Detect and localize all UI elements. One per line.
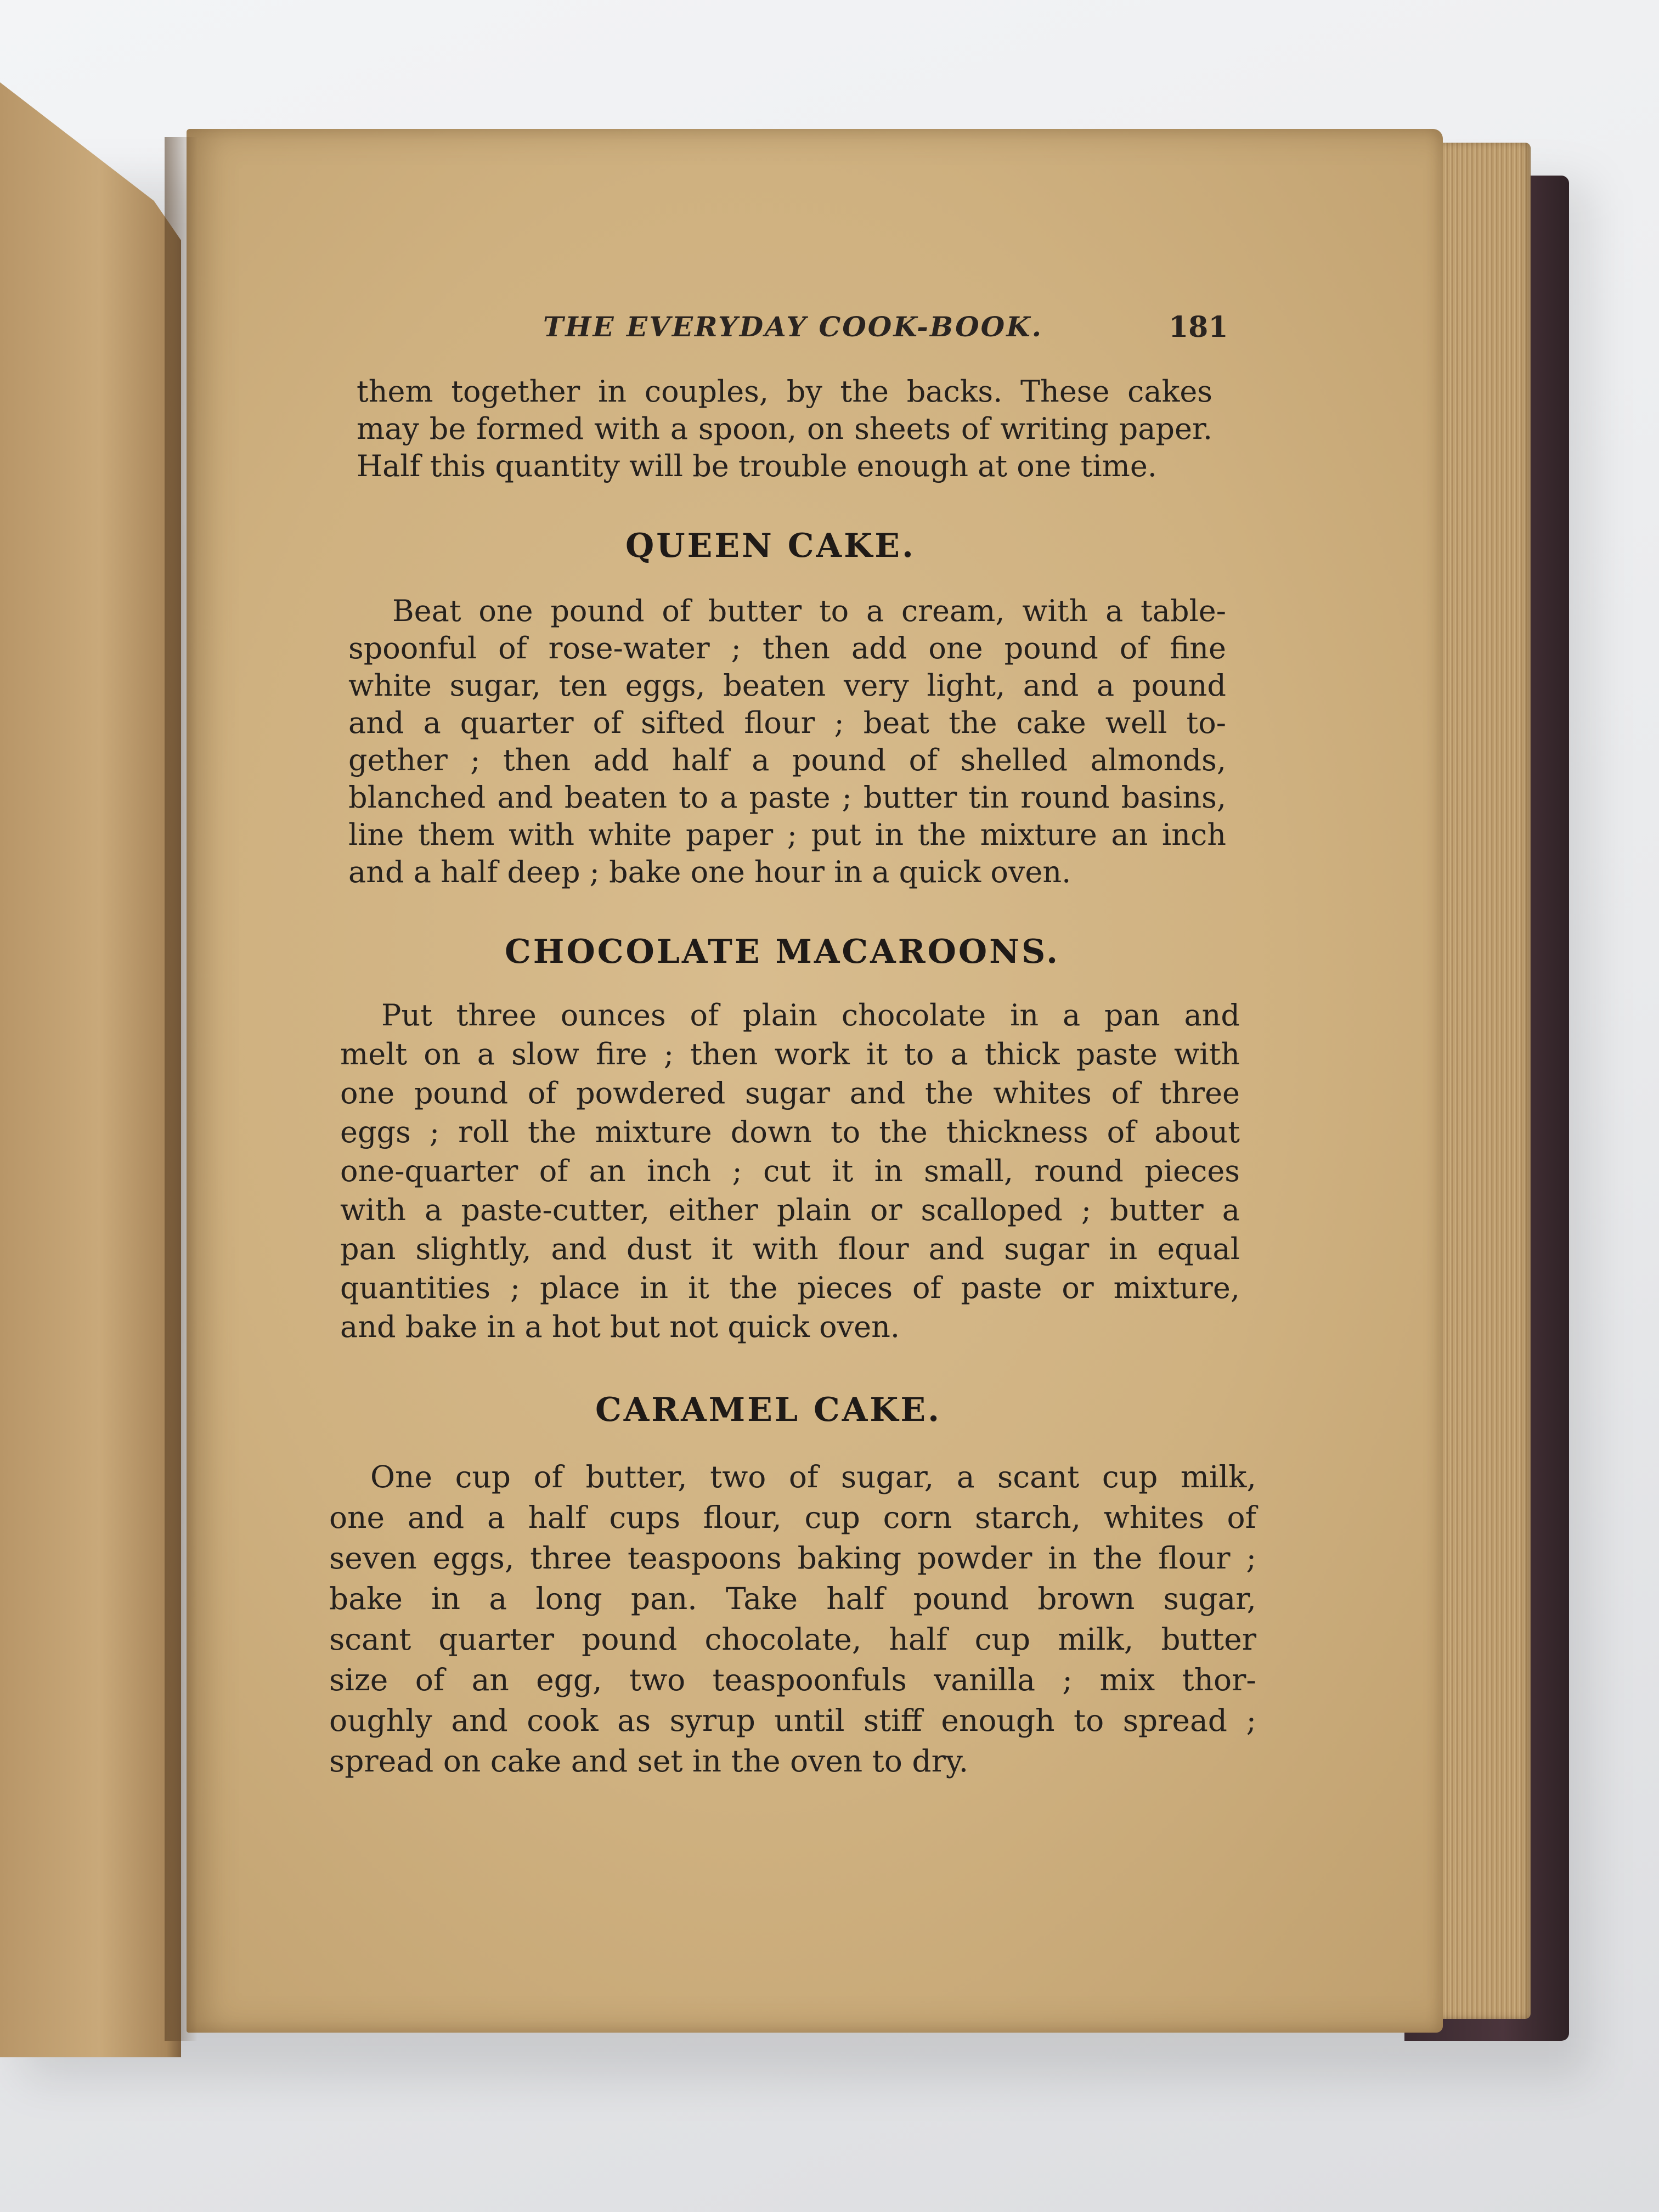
text-line: Half this quantity will be trouble enough at one time. [357,449,1157,483]
text-line: may be formed with a spoon, on sheets of writing paper. [357,411,1212,446]
recipe-body-chocolate-macaroons [340,996,1240,1346]
recipe-body-queen-cake [348,592,1226,891]
text-line: and a half deep ; bake one hour in a quick oven. [348,855,1071,889]
text-line: one pound of powdered sugar and the whites of three [340,1076,1240,1110]
recipe-title-caramel-cake: CARAMEL CAKE. [595,1391,942,1429]
recipe-title-queen-cake: QUEEN CAKE. [625,527,916,565]
text-line: Beat one pound of butter to a cream, with a table- [392,594,1226,628]
text-line: melt on a slow fire ; then work it to a thick paste with [340,1037,1240,1071]
text-line: seven eggs, three teaspoons baking powder in the flour ; [329,1541,1256,1576]
text-line: spread on cake and set in the oven to dry. [329,1743,969,1779]
text-line: white sugar, ten eggs, beaten very light, and a pound [348,668,1226,703]
text-line: eggs ; roll the mixture down to the thickness of about [340,1115,1240,1149]
text-line: blanched and beaten to a paste ; butter tin round basins, [348,780,1226,815]
text-line: Put three ounces of plain chocolate in a pan and [381,998,1240,1032]
recipe-body-caramel-cake [329,1457,1256,1781]
text-line: oughly and cook as syrup until stiff enough to spread ; [329,1703,1256,1738]
recipe-title-chocolate-macaroons: CHOCOLATE MACAROONS. [505,933,1060,971]
text-line: one and a half cups flour, cup corn starch, whites of [329,1500,1256,1535]
left-page [0,82,181,2057]
text-line: size of an egg, two teaspoonfuls vanilla ; mix thor- [329,1662,1256,1697]
text-line: bake in a long pan. Take half pound brown sugar, [329,1581,1256,1616]
text-line: with a paste-cutter, either plain or scalloped ; butter a [340,1193,1240,1227]
text-line: them together in couples, by the backs. These cakes [357,374,1212,409]
text-line: pan slightly, and dust it with flour and sugar in equal [340,1232,1240,1266]
text-line: scant quarter pound chocolate, half cup milk, butter [329,1622,1256,1657]
text-line: quantities ; place in it the pieces of paste or mixture, [340,1271,1240,1305]
text-line: One cup of butter, two of sugar, a scant cup milk, [370,1459,1256,1494]
text-line: and a quarter of sifted flour ; beat the cake well to- [348,706,1226,740]
text-line: gether ; then add half a pound of shelled almonds, [348,743,1226,777]
text-line: line them with white paper ; put in the mixture an inch [348,817,1226,852]
text-line: spoonful of rose-water ; then add one pound of fine [348,631,1226,665]
page-number: 181 [1169,311,1228,344]
text-line: and bake in a hot but not quick oven. [340,1310,900,1344]
running-head: THE EVERYDAY COOK-BOOK. [543,311,1043,343]
book-gutter [165,137,198,2041]
text-line: one-quarter of an inch ; cut it in small, round pieces [340,1154,1240,1188]
intro-paragraph [357,373,1212,485]
